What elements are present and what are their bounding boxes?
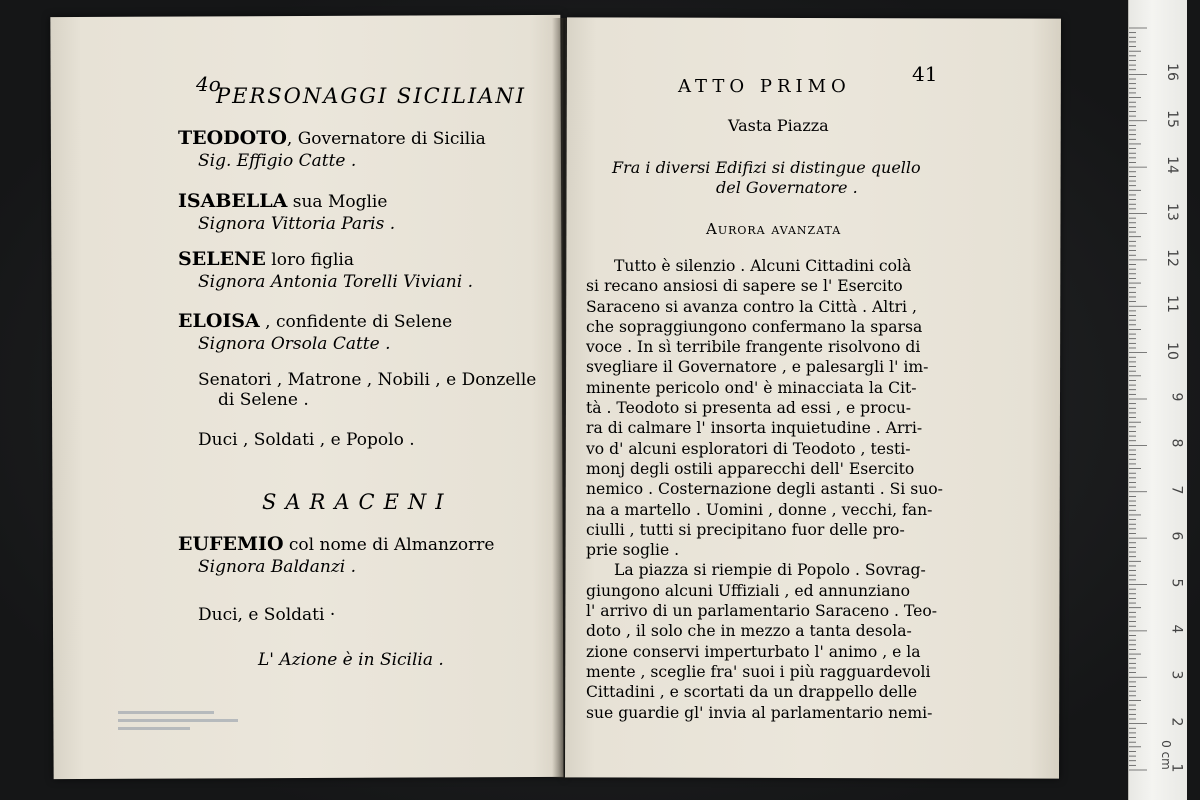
character-name: ISABELLA xyxy=(178,190,288,212)
scene-title: Vasta Piazza xyxy=(728,116,829,135)
ruler-number: 8 xyxy=(1168,438,1185,448)
ruler-number: 10 xyxy=(1164,341,1181,360)
text-line: si recano ansiosi di sapere se l' Esercito xyxy=(586,277,903,296)
text-line: giungono alcuni Uffiziali , ed annunziano xyxy=(586,581,910,600)
actor-name: Signora Vittoria Paris . xyxy=(198,214,396,234)
character-description: , Governatore di Sicilia xyxy=(286,129,486,149)
library-stamp xyxy=(118,706,238,746)
cast-entry-eufemio xyxy=(178,533,494,577)
ruler-number: 16 xyxy=(1164,63,1181,82)
text-line: sue guardie gl' invia al parlamentario nemi- xyxy=(586,703,933,722)
text-line: mente , sceglie fra' suoi i più ragguardevoli xyxy=(586,662,931,681)
act-title: ATTO PRIMO xyxy=(678,76,851,97)
actor-name: Signora Antonia Torelli Viviani . xyxy=(198,272,473,292)
time-of-day: Aurora avanzata xyxy=(706,220,842,238)
text-line: La piazza si riempie di Popolo . Sovrag- xyxy=(614,561,926,580)
text-line: che sopraggiungono confermano la sparsa xyxy=(586,317,923,336)
ruler-number: 4 xyxy=(1168,624,1185,634)
text-line: monj degli ostili apparecchi dell' Esercito xyxy=(586,459,915,478)
ruler-number: 3 xyxy=(1168,670,1185,680)
ruler-number: 5 xyxy=(1168,578,1185,587)
ruler-unit-label: 0 cm xyxy=(1159,740,1174,770)
character-description: col nome di Almanzorre xyxy=(283,535,495,555)
cast-heading-siciliani: PERSONAGGI SICILIANI xyxy=(216,84,527,108)
measuring-ruler xyxy=(1128,0,1187,800)
text-line: Cittadini , e scortati da un drappello delle xyxy=(586,683,918,702)
ruler-number: 2 xyxy=(1168,717,1185,727)
character-description: loro figlia xyxy=(265,250,354,270)
cast-entry-teodoto xyxy=(178,127,486,171)
text-line: voce . In sì terribile frangente risolvono di xyxy=(586,338,921,357)
text-line: minente pericolo ond' è minacciata la Cit- xyxy=(586,378,917,397)
cast-heading-saraceni: SARACENI xyxy=(262,490,453,514)
ruler-number: 12 xyxy=(1164,248,1181,267)
scene-description: Fra i diversi Edifizi si distingue quello xyxy=(612,158,921,177)
actor-name: Sig. Effigio Catte . xyxy=(198,151,357,171)
character-name: SELENE xyxy=(178,248,266,270)
ruler-number: 15 xyxy=(1164,109,1181,128)
text-line: vo d' alcuni esploratori di Teodoto , testi- xyxy=(586,439,911,458)
ruler-number: 6 xyxy=(1168,531,1185,541)
ruler-number: 13 xyxy=(1164,202,1181,221)
ruler-number: 11 xyxy=(1164,295,1181,314)
setting-note: L' Azione è in Sicilia . xyxy=(258,650,444,670)
ruler-number: 14 xyxy=(1164,156,1181,175)
extras-line: di Selene . xyxy=(218,390,309,410)
text-line: nemico . Costernazione degli astanti . Si suo- xyxy=(586,480,943,499)
right-page-number: 41 xyxy=(912,62,938,86)
extras-line: Duci, e Soldati · xyxy=(198,605,336,625)
character-description: , confidente di Selene xyxy=(259,312,453,332)
text-line: ciulli , tutti si precipitano fuor delle pro- xyxy=(586,520,905,539)
text-line: Saraceno si avanza contro la Città . Altri , xyxy=(586,297,917,316)
text-line: svegliare il Governatore , e palesargli l' im- xyxy=(586,358,929,377)
ruler-number: 9 xyxy=(1168,392,1185,402)
text-line: na a martello . Uomini , donne , vecchi, fan- xyxy=(586,500,933,519)
text-line: ra di calmare l' insorta inquietudine . Arri- xyxy=(586,419,923,438)
text-line: zione conservi imperturbato l' animo , e la xyxy=(586,642,921,661)
cast-entry-eloisa xyxy=(178,310,452,354)
actor-name: Signora Orsola Catte . xyxy=(198,334,391,354)
scene-description: del Governatore . xyxy=(716,178,858,197)
actor-name: Signora Baldanzi . xyxy=(198,557,357,577)
text-line: Tutto è silenzio . Alcuni Cittadini colà xyxy=(614,257,912,275)
ruler-number: 7 xyxy=(1168,485,1185,495)
cast-entry-isabella xyxy=(178,190,395,234)
left-page-number: 4o xyxy=(196,72,221,96)
stage-directions xyxy=(586,256,978,723)
text-line: prie soglie . xyxy=(586,541,680,560)
text-line: tà . Teodoto si presenta ad essi , e procu- xyxy=(586,399,912,418)
extras-line: Duci , Soldati , e Popolo . xyxy=(198,430,415,450)
text-line: doto , il solo che in mezzo a tanta desola- xyxy=(586,622,912,641)
ruler-number: 1 xyxy=(1168,763,1185,773)
cast-entry-selene xyxy=(178,248,473,292)
character-name: TEODOTO xyxy=(178,127,287,149)
extras-line: Senatori , Matrone , Nobili , e Donzelle xyxy=(198,370,537,390)
character-name: ELOISA xyxy=(178,310,260,332)
character-description: sua Moglie xyxy=(287,192,388,212)
text-line: l' arrivo di un parlamentario Saraceno . Teo- xyxy=(586,602,938,621)
character-name: EUFEMIO xyxy=(178,533,284,555)
